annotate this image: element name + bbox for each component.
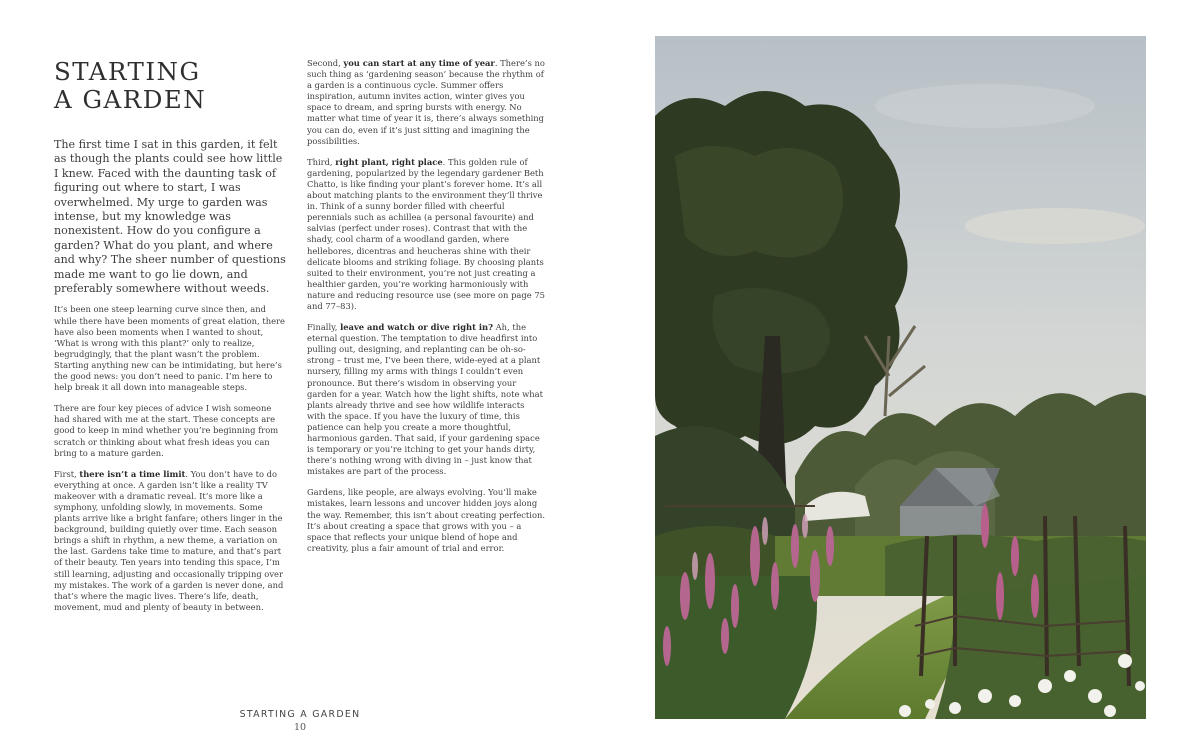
paragraph-rest: . There’s no such thing as ‘gardening season’ because the rhythm of a garden is a continuous cycle. Summer offers inspiration, autumn invites action, winter gives you space to dream, and spring bursts with energy. No matter what time of year it is, there’s always something you can do, even if it’s just sitting and imagining the possibilities. [307,58,545,146]
left-column [54,58,286,623]
paragraph-intro: First, [54,468,80,479]
title-line-1: STARTING [54,57,201,86]
paragraph-rest: Ah, the eternal question. The temptation to dive headfirst into pulling out, designing, and replanting can be oh-so-strong – trust me, I’ve been there, wide-eyed at a plant nursery, filling my arms with things I couldn’t even pronounce. But there’s wisdom in observing your garden for a year. Watch how the light shifts, note what plants already thrive and see how wildlife interacts with the space. If you have the luxury of time, this patience can help you create a more thoughtful, harmonious garden. That said, if your gardening space is temporary or you’re itching to get your hands dirty, there’s nothing wrong with diving in – just know that mistakes are part of the process. [307,322,543,477]
paragraph [307,322,545,477]
garden-photograph [655,36,1146,719]
body-text-column-1 [54,304,286,612]
page-footer [200,708,400,735]
paragraph: Gardens, like people, are always evolving. You’ll make mistakes, learn lessons and uncover hidden joys along the way. Remember, this isn’t about creating perfection. It’s about creating a space that grows with you – a space that reflects your unique blend of hope and creativity, plus a fair amount of trial and error. [307,487,546,553]
paragraph-rest: . This golden rule of gardening, popularized by the legendary gardener Beth Chatto, is like finding your plant’s forever home. It’s all about matching plants to the environment they’ll thrive in. Think of a sunny border filled with cheerful perennials such as achillea (a personal favourite) and salvias (perfect under roses). Contrast that with the shady, cool charm of a woodland garden, where hellebores, dicentras and heucheras shine with their delicate blooms and striking foliage. By choosing plants suited to their environment, you’re not just creating a healthier garden, you’re working harmoniously with nature and reducing resource use (see more on page 75 and 77–83). [307,156,545,311]
lead-paragraph: The first time I sat in this garden, it felt as though the plants could see how little I knew. Faced with the daunting task of figuring out where to start, I was overwhelmed. My urge to garden was intense, but my knowledge was nonexistent. How do you configure a garden? What do you plant, and where and why? The sheer number of questions made me want to go lie down, and preferably somewhere without weeds. [54,138,286,296]
paragraph-intro: Finally, [307,322,341,333]
key-advice: leave and watch or dive right in? [340,322,493,333]
page-number: 10 [293,722,307,733]
paragraph [307,157,545,312]
key-advice: right plant, right place [335,156,443,167]
paragraph: There are four key pieces of advice I wish someone had shared with me at the start. These concepts are good to keep in mind whether you’re beginning from scratch or thinking about what fresh ideas you can bring to a mature garden. [54,403,279,458]
running-head: STARTING A GARDEN [239,709,361,720]
body-text-column-2 [307,58,545,564]
paragraph: It’s been one steep learning curve since then, and while there have been moments of great elation, there have also been moments when I wanted to shout, ‘What is wrong with this plant?’ only to realize, begrudgingly, that the plant wasn’t the problem. Starting anything new can be intimidating, but here’s the good news: you don’t need to panic. I’m here to help break it all down into manageable steps. [54,304,285,393]
paragraph-rest: . You don’t have to do everything at once. A garden isn’t like a reality TV makeover with a dramatic reveal. It’s more like a symphony, unfolding slowly, in movements. Some plants arrive like a bright fanfare; others linger in the background, building quietly over time. Each season brings a shift in rhythm, a new theme, a variation on the last. Gardens take time to mature, and that’s part of their beauty. Ten years into tending this space, I’m still learning, adjusting and occasionally tripping over my mistakes. The work of a garden is never done, and that’s where the magic lives. There’s life, death, movement, mud and plenty of beauty in between. [54,468,284,612]
title-line-2: A GARDEN [54,85,207,114]
key-advice: there isn’t a time limit [79,468,186,479]
paragraph-intro: Third, [307,156,336,167]
paragraph [307,58,545,147]
page-title [54,58,286,114]
key-advice: you can start at any time of year [343,58,495,68]
paragraph [54,469,286,613]
garden-photo-illustration [655,36,1146,719]
paragraph-intro: Second, [307,58,344,68]
